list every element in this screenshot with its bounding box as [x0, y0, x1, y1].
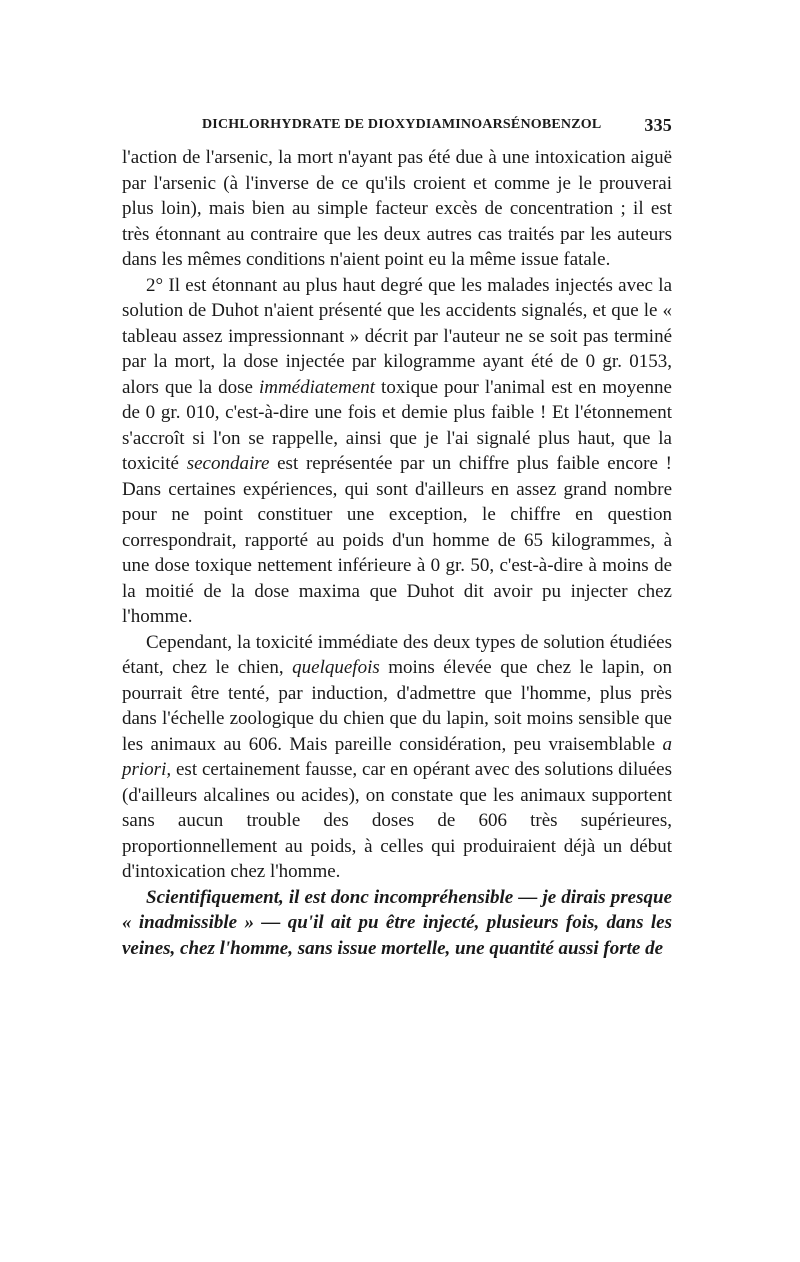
paragraph-3-part-1: Cependant, la toxicité immédiate des deux types de solution étudiées étant, chez le chien,: [122, 631, 672, 678]
paragraph-2-part-1: 2° Il est étonnant au plus haut degré que les malades injectés avec la solution de Duhot n'aient présenté que les accidents signalés, et que le « tableau assez impressionnant » décrit par l'auteur ne se soit pas terminé par la mort, la dose injectée par kilogramme ayant été de 0 gr. 0153, alors que la dose: [122, 274, 672, 398]
paragraph-4: [122, 885, 672, 962]
paragraph-2: [122, 273, 672, 630]
paragraph-3-part-3: est certainement fausse, car en opérant avec des solutions diluées (d'ailleurs alcalines ou acides), on constate que les animaux supportent sans aucun trouble des doses de 606 très supérieures, proportionnellement au poids, à celles qui produiraient déjà un début d'intoxication chez l'homme.: [122, 759, 672, 882]
body-text: [122, 145, 672, 961]
running-title: DICHLORHYDRATE DE DIOXYDIAMINOARSÉNOBENZOL: [202, 117, 602, 132]
paragraph-2-part-2: toxique pour l'animal est en moyenne de 0 gr. 010, c'est-à-dire une fois et demie plus faible ! Et l'étonnement s'accroît si l'on se rappelle, ainsi que je l'ai signalé plus haut, que la toxicité: [122, 376, 672, 474]
book-page: [122, 115, 672, 961]
paragraph-3: [122, 630, 672, 885]
running-header: [122, 115, 672, 143]
paragraph-4-text: Scientifiquement, il est donc incompréhensible — je dirais presque « inadmissible » — qu'il ait pu être injecté, plusieurs fois, dans les veines, chez l'homme, sans issue mortelle, une quantité aussi forte de: [122, 886, 672, 959]
page-number: 335: [644, 115, 672, 135]
paragraph-3-emphasis-2: a priori,: [122, 733, 672, 780]
paragraph-3-emphasis-1: quelquefois: [292, 657, 380, 678]
paragraph-1-text: l'action de l'arsenic, la mort n'ayant pas été due à une intoxication aiguë par l'arsenic (à l'inverse de ce qu'ils croient et comme je le prouverai plus loin), mais bien au simple facteur excès de concentration ; il est très étonnant au contraire que les deux autres cas traités par les auteurs dans les mêmes conditions n'aient point eu la même issue fatale.: [122, 147, 672, 270]
paragraph-2-emphasis-2: secondaire: [186, 453, 270, 474]
paragraph-1: [122, 145, 672, 273]
paragraph-3-part-2: moins élevée que chez le lapin, on pourrait être tenté, par induction, d'admettre que l'homme, plus près dans l'échelle zoologique du chien que du lapin, soit moins sensible que les animaux au 606. Mais pareille considération, peu vraisemblable: [122, 657, 672, 755]
paragraph-2-part-3: est représentée par un chiffre plus faible encore ! Dans certaines expériences, qui sont d'ailleurs en assez grand nombre pour ne point constituer une exception, le chiffre en question correspondrait, rapporté au poids d'un homme de 65 kilogrammes, à une dose toxique nettement inférieure à 0 gr. 50, c'est-à-dire à moins de la moitié de la dose maxima que Duhot dit avoir pu injecter chez l'homme.: [122, 453, 672, 627]
paragraph-2-emphasis-1: immédiatement: [258, 376, 376, 398]
